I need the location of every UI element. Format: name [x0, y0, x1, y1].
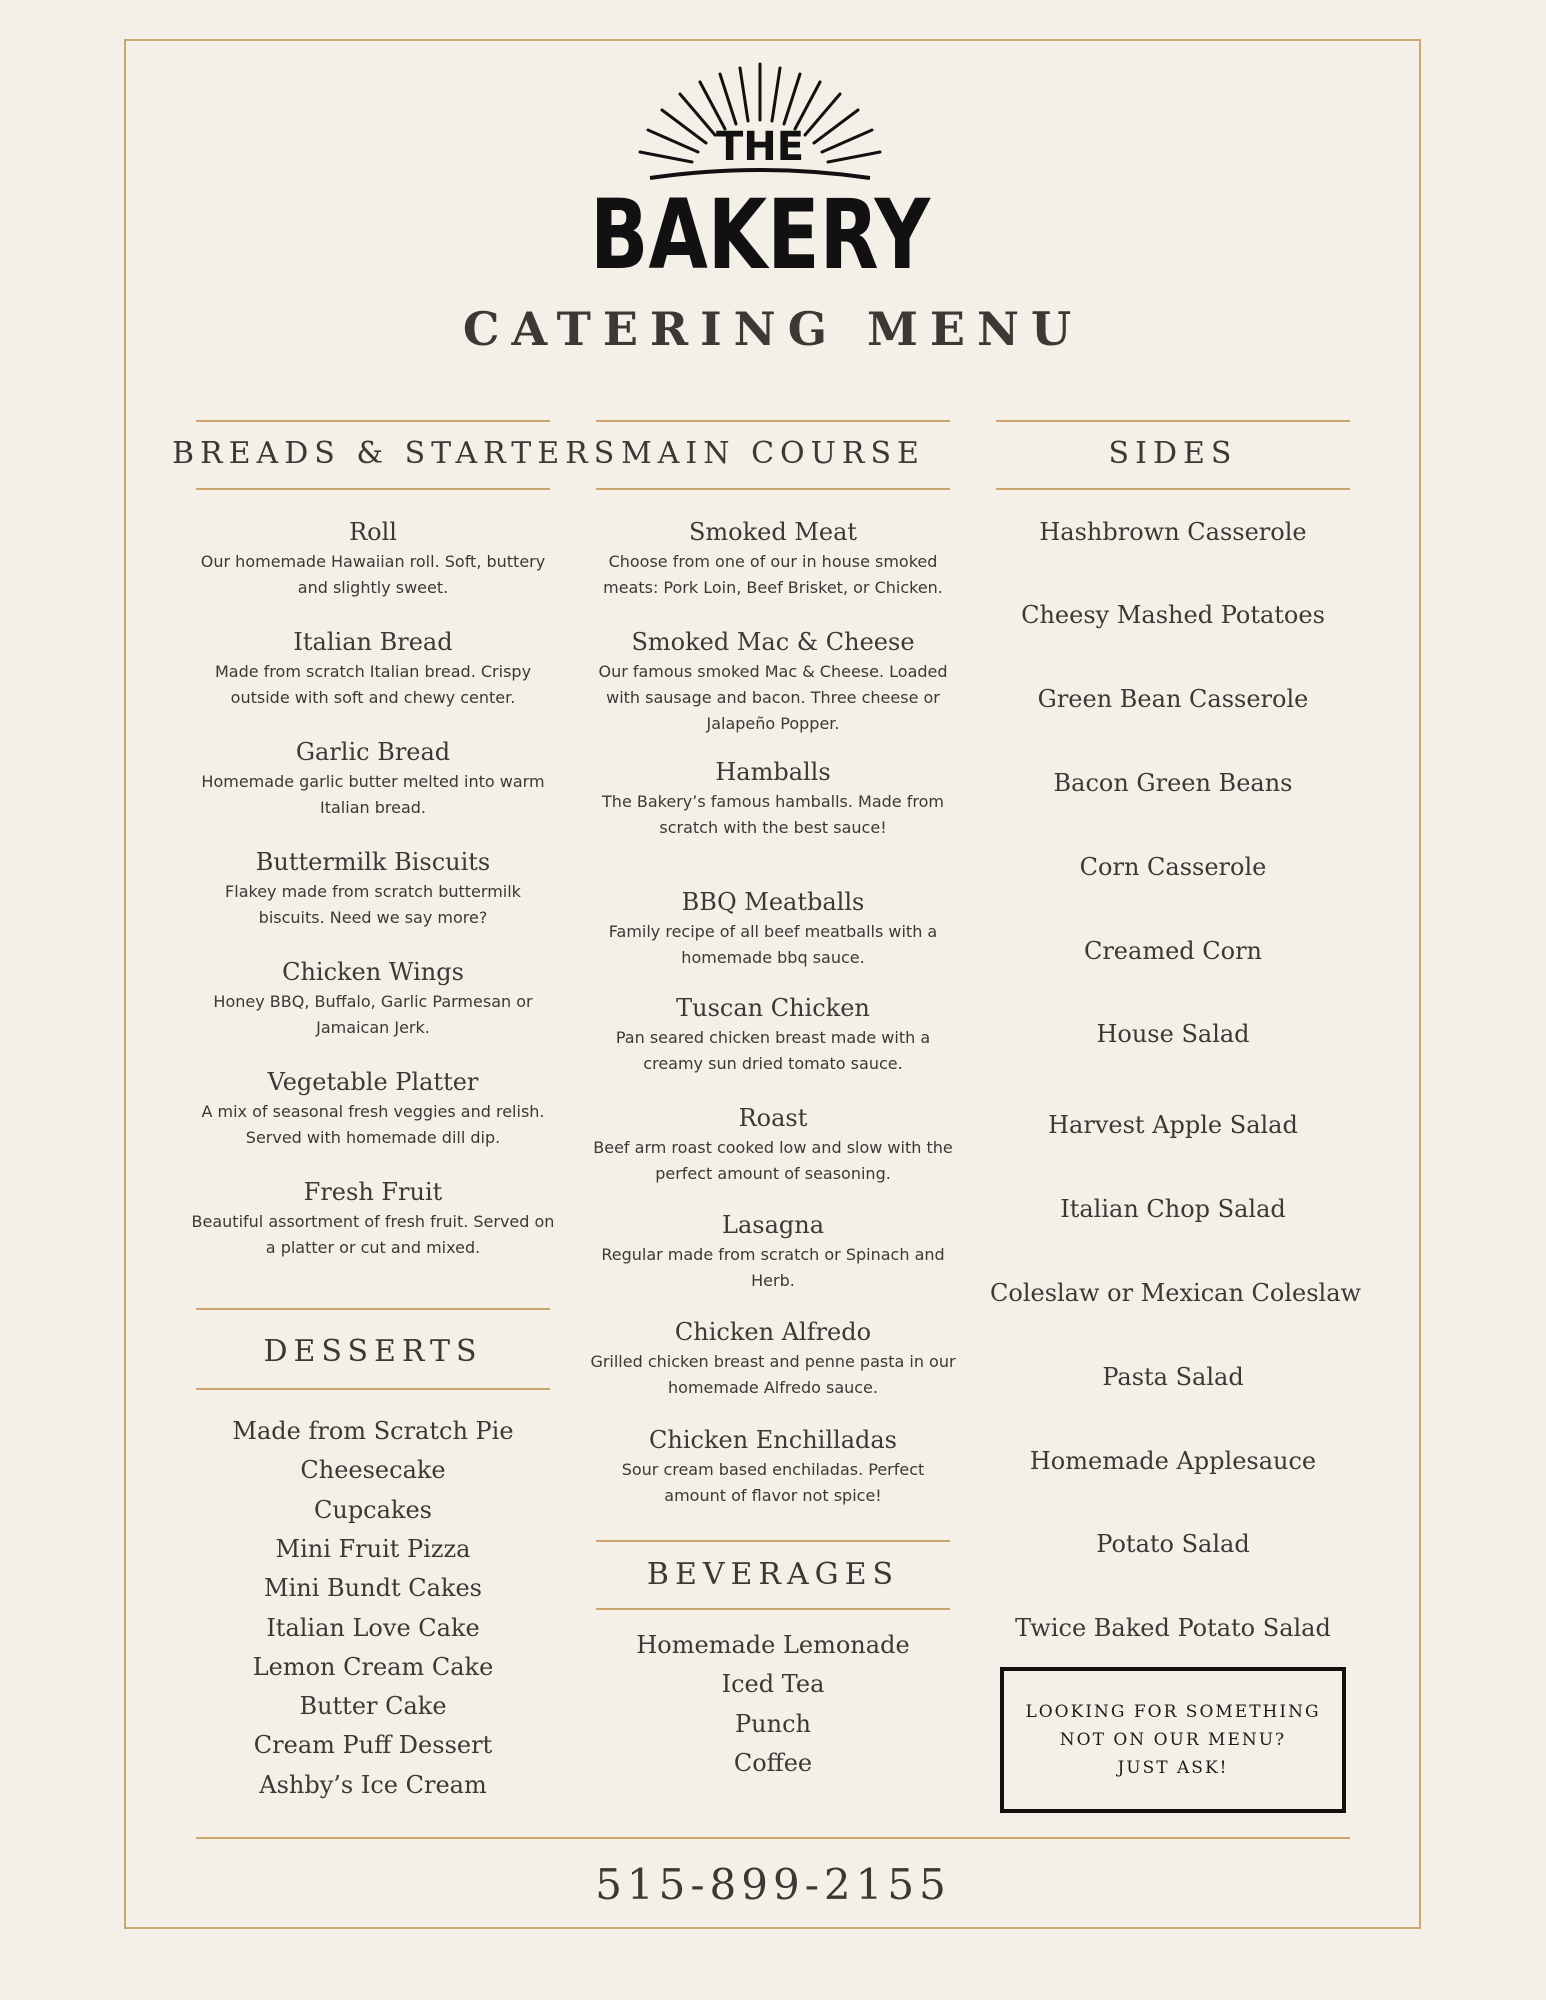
logo-line2: BAKERY — [590, 179, 932, 291]
menu-item-description: Sour cream based enchiladas. Perfect amount of flavor not spice! — [621, 1460, 925, 1505]
menu-item-description: Beef arm roast cooked low and slow with the perfect amount of seasoning. — [593, 1138, 953, 1183]
sides-heading: SIDES — [1108, 436, 1238, 471]
beverages-heading: BEVERAGES — [646, 1557, 900, 1592]
list-item: Ashby’s Ice Cream — [259, 1771, 487, 1799]
list-item: Twice Baked Potato Salad — [1015, 1614, 1331, 1642]
list-item: Coleslaw or Mexican Coleslaw — [990, 1279, 1362, 1307]
footer-rule — [196, 1837, 1350, 1839]
menu-item-name: Roast — [738, 1104, 808, 1132]
menu-item-description: The Bakery’s famous hamballs. Made from scratch with the best sauce! — [602, 792, 944, 837]
menu-item-description: Honey BBQ, Buffalo, Garlic Parmesan or Jamaican Jerk. — [213, 992, 533, 1037]
list-item: Homemade Applesauce — [1029, 1447, 1317, 1475]
list-item: Cupcakes — [314, 1496, 432, 1524]
menu-item-description: Beautiful assortment of fresh fruit. Served on a platter or cut and mixed. — [191, 1212, 555, 1257]
menu-item-name: Hamballs — [715, 758, 831, 786]
list-item: Pasta Salad — [1102, 1363, 1244, 1391]
menu-item-description: Homemade garlic butter melted into warm Italian bread. — [201, 772, 545, 817]
list-item: Green Bean Casserole — [1037, 685, 1309, 713]
menu-item-description: Our homemade Hawaiian roll. Soft, buttery and slightly sweet. — [200, 552, 546, 597]
menu-item-name: Chicken Enchilladas — [649, 1426, 897, 1454]
menu-item-description: Grilled chicken breast and penne pasta in our homemade Alfredo sauce. — [590, 1352, 956, 1397]
menu-item-name: Fresh Fruit — [303, 1178, 443, 1206]
list-item: Bacon Green Beans — [1053, 769, 1293, 797]
page-title: CATERING MENU — [462, 302, 1084, 356]
list-item: Creamed Corn — [1083, 937, 1263, 965]
special-request-box — [1000, 1667, 1346, 1813]
menu-item-description: Pan seared chicken breast made with a creamy sun dried tomato sauce. — [615, 1028, 931, 1073]
menu-item-name: Smoked Meat — [688, 518, 858, 546]
list-item: Homemade Lemonade — [636, 1631, 910, 1659]
list-item: Italian Love Cake — [266, 1614, 480, 1642]
menu-item-name: Roll — [349, 518, 397, 546]
breads-heading: BREADS & STARTERS — [172, 436, 621, 471]
ask-line1: LOOKING FOR SOMETHING — [1025, 1702, 1321, 1722]
menu-item-name: BBQ Meatballs — [681, 888, 865, 916]
menu-item-name: Chicken Alfredo — [674, 1318, 872, 1346]
list-item: Potato Salad — [1096, 1530, 1250, 1558]
beverages-list — [596, 0, 950, 2000]
menu-item-name: Vegetable Platter — [267, 1068, 479, 1096]
list-item: Hashbrown Casserole — [1039, 518, 1307, 546]
menu-item-name: Garlic Bread — [295, 738, 451, 766]
list-item: Italian Chop Salad — [1060, 1195, 1286, 1223]
ask-line2: NOT ON OUR MENU? — [1059, 1730, 1287, 1750]
menu-item-description: Flakey made from scratch buttermilk biscuits. Need we say more? — [225, 882, 521, 927]
list-item: Iced Tea — [721, 1670, 825, 1698]
list-item: Mini Fruit Pizza — [275, 1535, 471, 1563]
list-item: Cheesy Mashed Potatoes — [1021, 601, 1325, 629]
menu-item-description: Regular made from scratch or Spinach and Herb. — [601, 1245, 945, 1290]
list-item: Lemon Cream Cake — [252, 1653, 494, 1681]
menu-item-description: Made from scratch Italian bread. Crispy outside with soft and chewy center. — [214, 662, 532, 707]
list-item: Cream Puff Dessert — [253, 1731, 493, 1759]
menu-item-description: A mix of seasonal fresh veggies and relish. Served with homemade dill dip. — [201, 1102, 545, 1147]
phone-number[interactable]: 515-899-2155 — [595, 1860, 951, 1909]
ask-line3: JUST ASK! — [1117, 1758, 1229, 1778]
menu-item-name: Lasagna — [722, 1211, 824, 1239]
list-item: Cheesecake — [300, 1456, 446, 1484]
menu-item-description: Choose from one of our in house smoked meats: Pork Loin, Beef Brisket, or Chicken. — [603, 552, 943, 597]
menu-item-description: Our famous smoked Mac & Cheese. Loaded with sausage and bacon. Three cheese or Jalapeño Popper. — [598, 662, 948, 733]
list-item: Punch — [735, 1710, 811, 1738]
list-item: Harvest Apple Salad — [1048, 1111, 1298, 1139]
logo-line1: THE — [715, 124, 805, 170]
menu-item-name: Tuscan Chicken — [676, 994, 870, 1022]
menu-item-name: Chicken Wings — [282, 958, 464, 986]
list-item: House Salad — [1096, 1020, 1250, 1048]
list-item: Corn Casserole — [1079, 853, 1267, 881]
menu-item-description: Family recipe of all beef meatballs with a homemade bbq sauce. — [608, 922, 938, 967]
list-item: Butter Cake — [299, 1692, 447, 1720]
desserts-heading: DESSERTS — [263, 1334, 483, 1369]
list-item: Made from Scratch Pie — [232, 1417, 514, 1445]
menu-item-name: Smoked Mac & Cheese — [631, 628, 915, 656]
menu-item-name: Italian Bread — [293, 628, 453, 656]
list-item: Mini Bundt Cakes — [264, 1574, 482, 1602]
main-heading: MAIN COURSE — [621, 436, 925, 471]
list-item: Coffee — [733, 1749, 813, 1777]
desserts-list — [196, 0, 550, 2000]
menu-item-name: Buttermilk Biscuits — [255, 848, 491, 876]
